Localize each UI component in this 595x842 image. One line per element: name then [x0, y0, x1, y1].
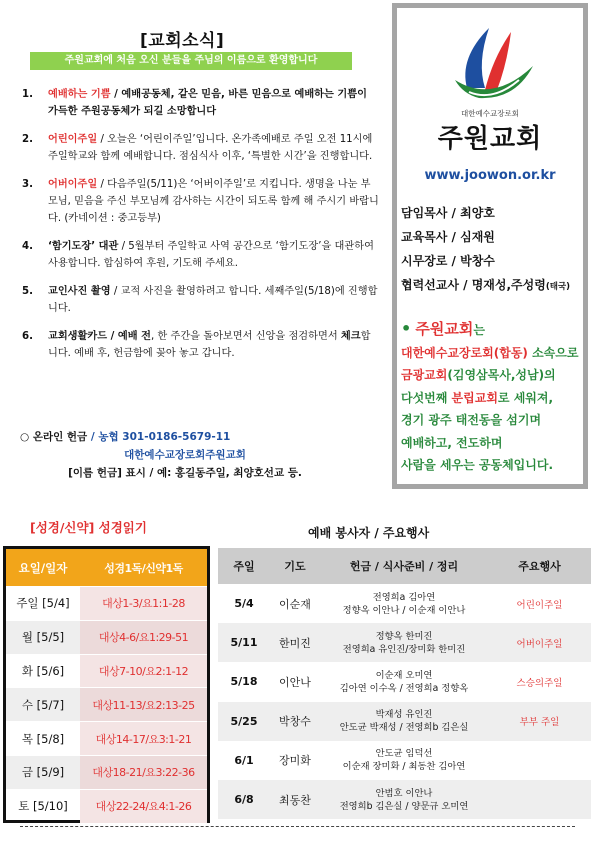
divider [20, 826, 575, 827]
news-item-4: 4. ‘함기도장’ 대관 / 5월부터 주일학교 사역 공간으로 ‘함기도장’을 대관하여 사용합니다. 합심하여 후원, 기도해 주세요. [22, 241, 374, 269]
bible-table-header: 요일/일자 성경1독/신약1독 [6, 549, 207, 586]
table-row: 수 [5/7] 대상11-13/요2:13-25 [6, 687, 207, 721]
offering-account: / 농협 301-0186-5679-11 [87, 431, 231, 443]
news-item-5: 5. 교인사진 촬영 / 교적 사진을 촬영하려고 합니다. 세째주일(5/18)에 진행합니다. [22, 286, 378, 314]
table-row: 5/18 이안나 이순재 오미연 김아연 이수옥 / 전영희a 정향옥 스승의주일 [230, 669, 563, 694]
service-title: 예배 봉사자 / 주요행사 [308, 526, 430, 540]
table-row: 목 [5/8] 대상14-17/요3:1-21 [6, 721, 207, 755]
service-table [218, 548, 591, 819]
welcome-banner: 주원교회에 처음 오신 분들을 주님의 이름으로 환영합니다 [30, 52, 352, 70]
staff-education-pastor: 교육목사 / 심재원 [401, 230, 495, 244]
table-row: 토 [5/10] 대상22-24/요4:1-26 [6, 789, 207, 823]
website-link[interactable]: www.joowon.or.kr [424, 168, 556, 183]
staff-elder: 시무장로 / 박창수 [401, 254, 495, 268]
church-name: 주원교회 [437, 124, 543, 154]
news-item-lead: ‘함기도장’ 대관 [48, 241, 119, 252]
church-info-panel [392, 3, 588, 489]
logo-subtitle: 대한예수교장로회 [461, 109, 519, 118]
offering-holder: 대한예수교장로회주원교회 [124, 449, 246, 461]
staff-list [401, 201, 587, 299]
church-description: • 주원교회는 대한예수교장로회(합동) 소속으로 금광교회(김영삼목사,성남)의 다섯번째 분립교회로 세워져, 경기 광주 태전동을 섬기며 예배하고, 전도하며 사람을 세우는 공동체입니다. [401, 319, 579, 472]
staff-senior-pastor: 담임목사 / 최양호 [401, 206, 495, 220]
staff-missionary: 협력선교사 / 명재성,주성령(태국) [401, 278, 571, 292]
offering-note: [이름 헌금] 표시 / 예: 홍길동주일, 최양호선교 등. [68, 467, 302, 479]
news-title: [교회소식] [140, 31, 225, 51]
table-row: 5/4 이순재 전영희a 김아연 정향옥 이안나 / 이순재 이안나 어린이주일 [234, 591, 563, 616]
news-item-6: 6. 교회생활카드 / 예배 전, 한 주간을 돌아보면서 신앙을 점검하면서 체크합니다. 예배 후, 헌금함에 꽂아 놓고 갑니다. [22, 331, 371, 359]
news-item-2: 2. 어린이주일 / 오늘은 ‘어린이주일’입니다. 온가족예배로 주일 오전 11시에 주일학교와 함께 예배합니다. 점심식사 이후, ‘특별한 시간’을 진행합니다. [22, 134, 373, 162]
news-item-3: 3. 어버이주일 / 다음주일(5/11)은 ‘어버이주일’로 지킵니다. 생명을 나눈 부모님, 믿음을 주신 부모님께 감사하는 시간이 되도록 함께 해 주시기 바랍니다. (카네이션 : 중고등부) [22, 179, 379, 224]
bible-reading-title: [성경/신약] 성경읽기 [30, 520, 147, 535]
table-row: 5/25 박창수 박재성 유인진 안도균 박재성 / 전영희b 김은실 부부 주일 [218, 702, 591, 741]
news-item-lead: 예배하는 기쁨 [48, 89, 111, 100]
news-item-lead: 교회생활카드 [48, 331, 108, 342]
table-row: 주일 [5/4] 대상1-3/요1:1-28 [6, 586, 207, 620]
news-item-lead: 어린이주일 [48, 134, 98, 145]
table-row: 5/11 한미진 정향옥 한미진 전영희a 유인진/장미화 한미진 어버이주일 [218, 623, 591, 662]
church-logo-icon [449, 18, 537, 104]
news-item-1: 1. 예배하는 기쁨 / 예배공동체, 같은 믿음, 바른 믿음으로 예배하는 기쁨이 가득한 주원공동체가 되길 소망합니다 [22, 89, 367, 117]
table-row: 월 [5/5] 대상4-6/요1:29-51 [6, 620, 207, 654]
news-list [20, 86, 380, 373]
news-item-lead: 어버이주일 [48, 179, 98, 190]
table-row: 6/1 장미화 안도균 임덕선 이순재 장미화 / 최동찬 김아연 [234, 748, 466, 773]
table-row: 화 [5/6] 대상7-10/요2:1-12 [6, 654, 207, 688]
service-table-header: 주일 기도 헌금 / 식사준비 / 정리 주요행사 [218, 548, 591, 584]
news-item-lead: 교인사진 촬영 [48, 286, 111, 297]
table-row: 6/8 최동찬 안범호 이안나 전영희b 김은실 / 양문규 오미연 [218, 780, 591, 819]
bible-reading-table [3, 546, 210, 823]
table-row: 금 [5/9] 대상18-21/요3:22-36 [6, 755, 207, 789]
offering-label: ○ 온라인 헌금 [20, 431, 88, 443]
online-offering [20, 428, 380, 482]
